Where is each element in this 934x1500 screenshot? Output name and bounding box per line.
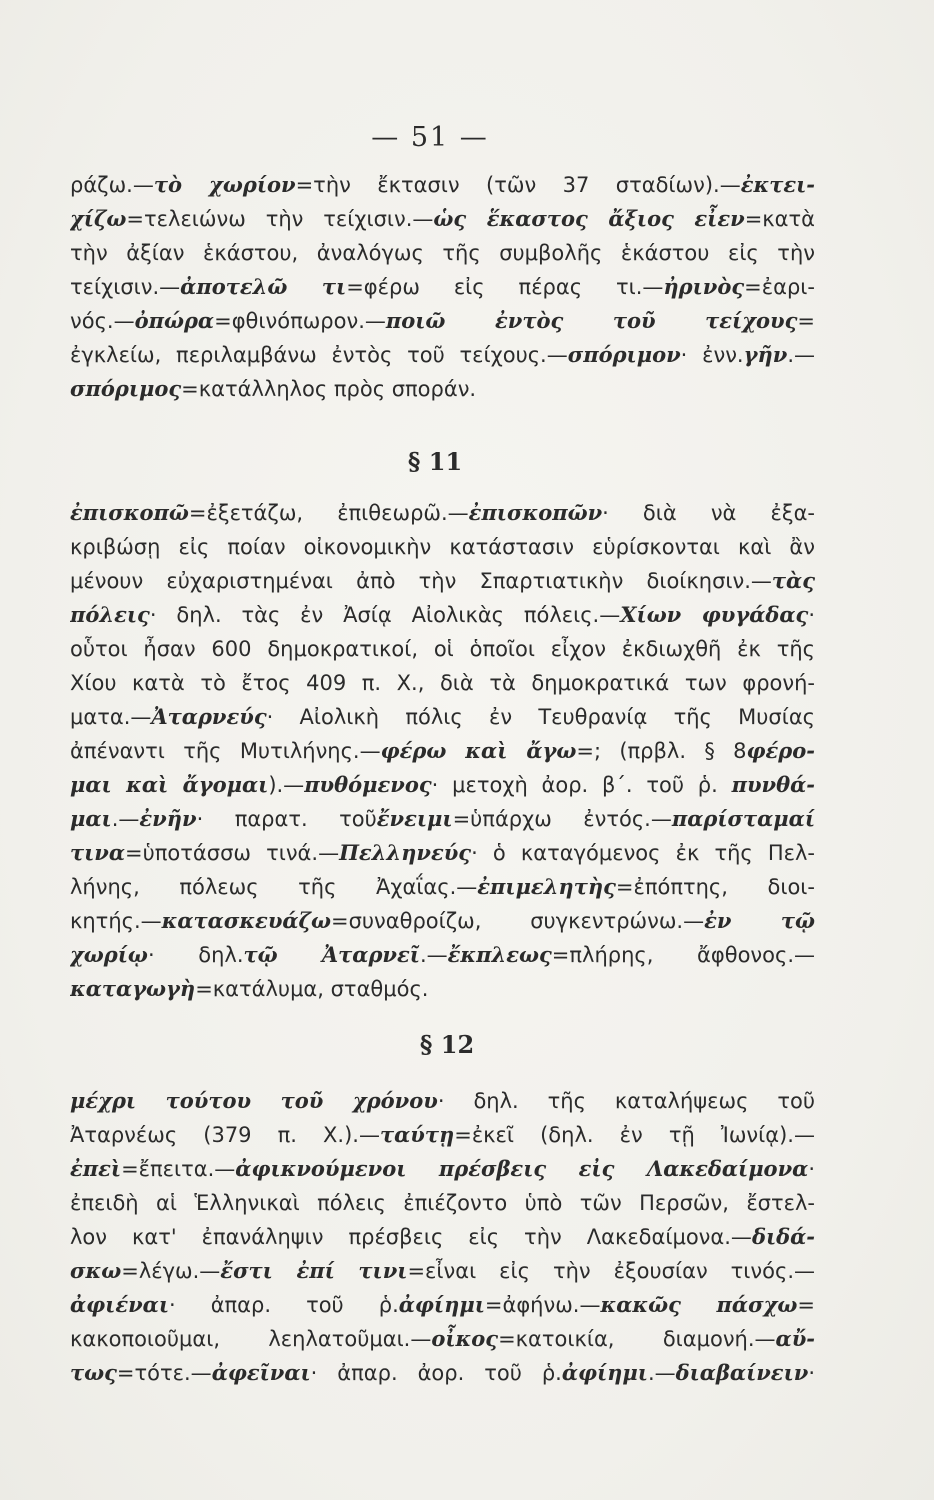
page-number: — 51 — <box>371 122 489 153</box>
text-line: κακοποιοῦμαι, λεηλατοῦμαι.—οἶκος=κατοικία, διαμονή.—αὔ- <box>70 1326 815 1351</box>
text-line: κριβώσῃ εἰς ποίαν οἰκονομικὴν κατάστασιν εὑρίσκονται καὶ ἂν <box>70 535 815 559</box>
text-line: ράζω.—τὸ χωρίον=τὴν ἔκτασιν (τῶν 37 σταδίων).—ἐκτει- <box>70 172 815 197</box>
commentary-block-3 <box>70 1084 815 1390</box>
text-line: ἀπέναντι τῆς Μυτιλήνης.—φέρω καὶ ἄγω=; (πρβλ. § 8φέρο- <box>70 738 815 763</box>
text-line: Ἀταρνέως (379 π. Χ.).—ταύτῃ=ἐκεῖ (δηλ. ἐν τῇ Ἰωνίᾳ).— <box>70 1122 815 1147</box>
text-line: λήνης, πόλεως τῆς Ἀχαΐας.—ἐπιμελητὴς=ἐπόπτης, διοι- <box>70 874 815 899</box>
text-line: ἀφιέναι· ἀπαρ. τοῦ ῥ.ἀφίημι=ἀφήνω.—κακῶς πάσχω= <box>70 1292 815 1317</box>
text-line: οὗτοι ἦσαν 600 δημοκρατικοί, οἱ ὁποῖοι εἶχον ἐκδιωχθῆ ἐκ τῆς <box>70 637 815 661</box>
section-heading-12: § 12 <box>419 1030 475 1059</box>
text-line: λον κατ' ἐπανάληψιν πρέσβεις εἰς τὴν Λακεδαίμονα.—διδά- <box>70 1224 815 1249</box>
text-line: Χίου κατὰ τὸ ἔτος 409 π. Χ., διὰ τὰ δημοκρατικά των φρονή- <box>70 671 815 695</box>
text-line: μαι καὶ ἄγομαι).—πυθόμενος· μετοχὴ ἀορ. β΄. τοῦ ῥ. πυνθά- <box>70 772 815 797</box>
text-line: μαι.—ἐνῆν· παρατ. τοῦἔνειμι=ὑπάρχω ἐντός.—παρίσταμαί <box>70 806 815 831</box>
text-line: μένουν εὐχαριστημέναι ἀπὸ τὴν Σπαρτιατικὴν διοίκησιν.—τὰς <box>70 568 815 593</box>
text-line: νός.—ὀπώρα=φθινόπωρον.—ποιῶ ἐντὸς τοῦ τείχους= <box>70 308 815 333</box>
text-line: ἐγκλείω, περιλαμβάνω ἐντὸς τοῦ τείχους.—σπόριμον· ἐνν.γῆν.— <box>70 342 815 367</box>
text-line: χωρίῳ· δηλ.τῷ Ἀταρνεῖ.—ἔκπλεως=πλήρης, ἄφθονος.— <box>70 942 815 967</box>
text-line: ματα.—Ἀταρνεύς· Αἰολικὴ πόλις ἐν Τευθρανίᾳ τῆς Μυσίας <box>70 704 815 729</box>
text-line: πόλεις· δηλ. τὰς ἐν Ἀσίᾳ Αἰολικὰς πόλεις.—Χίων φυγάδας· <box>70 602 815 627</box>
text-line: τὴν ἀξίαν ἑκάστου, ἀναλόγως τῆς συμβολῆς ἑκάστου εἰς τὴν <box>70 241 815 265</box>
text-line: σκω=λέγω.—ἔστι ἐπί τινι=εἶναι εἰς τὴν ἐξουσίαν τινός.— <box>70 1258 815 1283</box>
text-line: τως=τότε.—ἀφεῖναι· ἀπαρ. ἀορ. τοῦ ῥ.ἀφίημι.—διαβαίνειν· <box>70 1360 815 1385</box>
text-line: σπόριμος=κατάλληλος πρὸς σποράν. <box>70 376 477 401</box>
text-line: τινα=ὑποτάσσω τινά.—Πελληνεύς· ὁ καταγόμενος ἐκ τῆς Πελ- <box>70 840 815 865</box>
text-line: ἐπισκοπῶ=ἐξετάζω, ἐπιθεωρῶ.—ἐπισκοπῶν· διὰ νὰ ἐξα- <box>70 500 815 525</box>
text-line: κητής.—κατασκευάζω=συναθροίζω, συγκεντρώνω.—ἐν τῷ <box>70 908 815 933</box>
text-line: ἐπεὶ=ἔπειτα.—ἀφικνούμενοι πρέσβεις εἰς Λακεδαίμονα· <box>70 1156 815 1181</box>
text-line: τείχισιν.—ἀποτελῶ τι=φέρω εἰς πέρας τι.—ἠρινὸς=ἐαρι- <box>70 274 815 299</box>
commentary-block-2 <box>70 496 815 1006</box>
commentary-block-1 <box>70 168 815 406</box>
text-line: μέχρι τούτου τοῦ χρόνου· δηλ. τῆς καταλήψεως τοῦ <box>70 1088 815 1113</box>
text-line: ἐπειδὴ αἱ Ἑλληνικαὶ πόλεις ἐπιέζοντο ὑπὸ τῶν Περσῶν, ἔστελ- <box>70 1191 815 1215</box>
text-line: χίζω=τελειώνω τὴν τείχισιν.—ὡς ἕκαστος ἄξιος εἶεν=κατὰ <box>70 206 815 231</box>
text-line: καταγωγὴ=κατάλυμα, σταθμός. <box>70 976 429 1001</box>
section-heading-11: § 11 <box>407 447 463 476</box>
